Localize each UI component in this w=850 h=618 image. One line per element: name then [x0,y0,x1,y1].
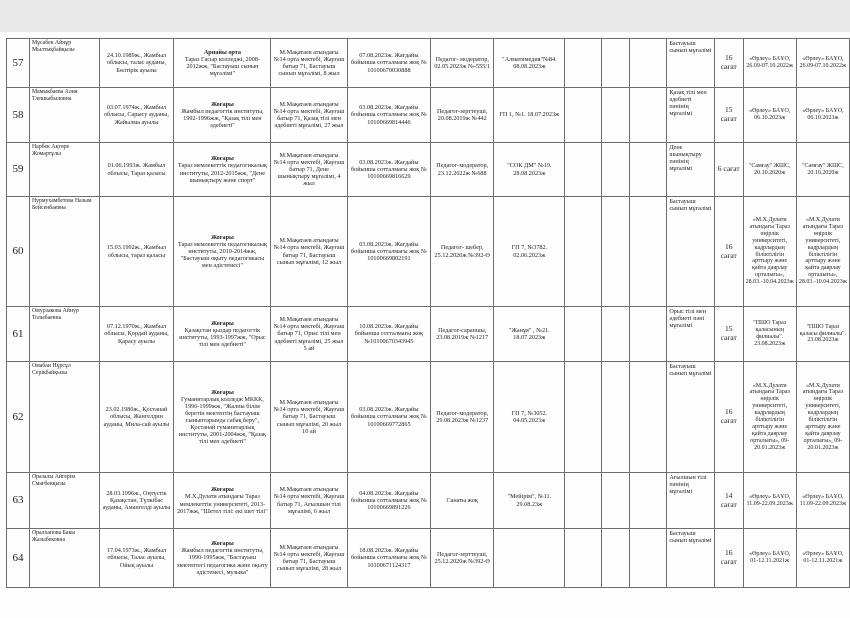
birth-info: 07.12.1970ж., Жамбыл облысы, Қордай ауданы, Қарасу ауылы [99,307,174,362]
medical-certificate [494,529,565,588]
criminal-record-certificate: 03.08.2023ж. Жағдайы бойынша сотталмағы жоқ № 10100669772865 [347,362,431,473]
row-number: 62 [7,362,30,473]
education [174,362,271,473]
weekly-hours: 16 сағат [714,362,743,473]
qualification-category: Педагог-модератор, 29.08.2023ж №1237 [431,362,494,473]
education-level: Жоғары [210,540,234,548]
birth-info: 23.02.1980ж., Қостанай облысы, Жангелдин ауданы, Мила-сай ауылы [99,362,174,473]
course-training-2: «Өрлеу» БАҰО, 26.09-07.10.2022ж [796,39,849,88]
qualification-category: Педагог-зерттеуші, 20.08.2019ж №442 [431,88,494,143]
medical-certificate: "Жанұя" , №21. 18.07.2023ж [494,307,565,362]
teacher-name: Оразалы Айгерім Смағбекқызы [29,473,99,529]
course-training-2: «М.Х.Дулати атындағы Тараз өңірлік университеті, кадрлардың біліктілігін арттыру және қайта даярлау орталығы», 09-20.01.2023ж [796,362,849,473]
row-number: 61 [7,307,30,362]
qualification-category: Педагог-сарапшы, 23.08.2019ж №1217 [431,307,494,362]
row-number: 59 [7,143,30,197]
education-details: М.Х.Дулати атындағы Тараз мемлекеттік университеті, 2013-2017жж, "Шетел тілі: екі шет тілі" [177,493,268,515]
table-row [7,362,850,473]
empty-cell [630,197,667,307]
empty-cell [565,473,601,529]
row-number: 64 [7,529,30,588]
course-training-2: «Өрлеу» БАҰО, 01-12.11.2021ж [796,529,849,588]
education-details: Гуманитарлық колледж МККК, 1996-1999жж, "Жалпы білім беретін мектептің бастауыш сыныптарында сабақ беру", Қостанай гуманитарлық институты, 2001-2004жж, "Қазақ тілі мен әдебиеті" [178,395,266,446]
medical-certificate: "Мейірім", №11. 29.08.23ж [494,473,565,529]
workplace: М.Мақатаев атындағы №14 орта мектебі, Жауғаш батыр 71, Бастауыш сынып мұғалімі, 8 жыл [271,39,347,88]
medical-certificate: "Алматимедия"№84. 08.08.2023ж [494,39,565,88]
workplace: М.Мақатаев атындағы №14 орта мектебі, Жауғаш батыр 71, Қазақ тілі мен әдебиеті мұғалімі, 27 жыл [271,88,347,143]
empty-cell [630,473,667,529]
weekly-hours: 16 сағат [714,529,743,588]
subject-position: Орыс тілі мен әдебиеті пәні мұғалімі [667,307,714,362]
empty-cell [565,529,601,588]
empty-cell [630,39,667,88]
birth-info: 28.03.1996ж., Оңтүстік Қазақстан, Түлкібас ауданы, Амангелді ауылы [99,473,174,529]
education-level: Жоғары [210,486,234,494]
workplace: М.Мақатаев атындағы №14 орта мектебі, Жауғаш батыр 71, Дене шынықтыру мұғалімі, 4 жыл [271,143,347,197]
weekly-hours: 14 сағат [714,473,743,529]
qualification-category: Педагог- модератор, 02.05.2023ж №-555/1 [431,39,494,88]
weekly-hours: 16 сағат [714,197,743,307]
empty-cell [565,307,601,362]
row-number: 57 [7,39,30,88]
empty-cell [601,473,629,529]
empty-cell [565,143,601,197]
education-details: Қазақстан қыздар педагогтік институты, 1993-1997жж, "Орыс тілі мен әдебиеті" [179,326,266,349]
course-training-2: "ПШО Тараз қаласы филиалы". 23.08.2023ж [796,307,849,362]
course-training-2: «Өрлеу» БАҰО, 11.09-22.09.2023ж [796,473,849,529]
subject-position: Бастауыш сынып мұғалімі [667,197,714,307]
row-number: 63 [7,473,30,529]
table-row [7,39,850,88]
criminal-record-certificate: 10.08.2023ж. Жағдайы бойынша сотталмағы жоқ №10100670343945 [347,307,431,362]
teacher-name: Омабаи Нұрсұл Серікбайқызы [29,362,99,473]
criminal-record-certificate: 04.08.2023ж. Жағдайы бойынша сотталмағы жоқ № 10100669891226 [347,473,431,529]
empty-cell [601,39,629,88]
table-row [7,307,850,362]
row-number: 58 [7,88,30,143]
weekly-hours: 16 сағат [714,39,743,88]
qualification-category: Педагог- шебер, 25.12.2020ж №392-Ө [431,197,494,307]
empty-cell [601,197,629,307]
teacher-name: Мұсабек Айнұр Мылтықбайқызы [29,39,99,88]
subject-position: Қазақ тілі мен әдебиеті пәнінің мұғалімі [667,88,714,143]
medical-certificate: ГП 1, №1. 18.07.2023ж [494,88,565,143]
medical-certificate: ГП 7, №3782. 02.06.2023ж [494,197,565,307]
education-level: Жоғары [210,155,234,163]
education [174,39,271,88]
workplace: М.Мақатаев атындағы №14 орта мектебі, Жауғаш батыр 71, Ағылшын тілі мұғалімі, 6 жыл [271,473,347,529]
empty-cell [630,143,667,197]
education-details: Тараз мемлекеттік педагогикалық институты, 2012-2015жж, "Дене шынықтыру және спорт" [177,162,267,184]
medical-certificate: ГП 7, №3052. 04.05.2023ж [494,362,565,473]
birth-info: 17.04.1973ж., Жамбыл облысы, Талас ауылы, Ойық ауылы [99,529,174,588]
weekly-hours: 6 сағат [714,143,743,197]
criminal-record-certificate: 03.08.2023ж. Жағдайы бойынша сотталмағы жоқ № 10100669816629 [347,143,431,197]
teacher-name: Оралхапова Бакы Жазыбековна [29,529,99,588]
education [174,473,271,529]
course-training-1: «Өрлеу» БАҰО, 06.10.2023ж [743,88,796,143]
table-row [7,143,850,197]
course-training-1: «М.Х.Дулати атындағы Тараз өңірлік университеті, кадрлардың біліктілігін арттыру және қайта даярлау орталығы», 09-20.01.2023ж [743,362,796,473]
education-level: Арнайы орта [203,48,241,56]
birth-info: 03.07.1974ж., Жамбыл облысы, Сарысу ауданы, Жайылма ауылы [99,88,174,143]
education-level: Жоғары [210,100,234,108]
empty-cell [565,197,601,307]
workplace: М.Мақатаев атындағы №14 орта мектебі, Жауғаш батыр 71, Бастауыш сынып мұғалімі, 12 жыл [271,197,347,307]
empty-cell [630,362,667,473]
teacher-name: Омурзакова Айнур Толыбаевна [29,307,99,362]
empty-cell [601,307,629,362]
empty-cell [565,362,601,473]
education-details: Жамбыл педагогтік институты, 1992-1996жж, "Қазақ тілі мен әдебиеті" [181,107,264,130]
workplace: М.Мақатаев атындағы №14 орта мектебі, Жауғаш батыр 71, Бастауыш сынып мұғалімі, 28 жыл [271,529,347,588]
weekly-hours: 15 сағат [714,88,743,143]
birth-info: 24.10.1989ж., Жамбыл облысы, талас ауданы, Бөлтірік ауылы [99,39,174,88]
course-training-1: «Өрлеу» БАҰО, 11.09-22.09.2023ж [743,473,796,529]
criminal-record-certificate: 18.08.2023ж. Жағдайы бойынша сотталмағы жоқ № 10100671124317 [347,529,431,588]
birth-info: 15.03.1992ж., Жамбыл облысы, тараз қаласы [99,197,174,307]
education-details: Жамбыл педагогтік институты, 1990-1995жж, "Бастауыш мектептегі педагогика және оқыту әдістемесі, музыка" [177,547,268,576]
course-training-1: «М.Х.Дулати атындағы Тараз өңірлік университеті, кадрлардың біліктілігін арттыру және қайта даярлау орталығы», 28.03.-10.04.2023ж [743,197,796,307]
course-training-1: «Өрлеу» БАҰО, 26.09-07.10.2022ж [743,39,796,88]
table-row [7,88,850,143]
empty-cell [601,88,629,143]
table-row [7,473,850,529]
empty-cell [565,39,601,88]
staff-table [6,38,850,588]
criminal-record-certificate: 03.08.2023ж. Жағдайы бойынша сотталмағы жоқ № 10100669802191 [347,197,431,307]
weekly-hours: 15 сағат [714,307,743,362]
criminal-record-certificate: 03.08.2023ж. Жағдайы бойынша сотталмағы жоқ № 10100669814446 [347,88,431,143]
medical-certificate: "СОК ДМ" №19. 28.08.2023ж [494,143,565,197]
course-training-2: «М.Х.Дулати атындағы Тараз өңірлік университеті, кадрлардың біліктілігін арттыру және қайта даярлау орталығы», 28.03.-10.04.2023ж [796,197,849,307]
teacher-name: Нарбек Ақтөре Жомартұлы [29,143,99,197]
subject-position: Ағылшын тілі пәнінің мұғалімі [667,473,714,529]
empty-cell [630,529,667,588]
subject-position: Бастауыш сынып мұғалімі [667,362,714,473]
education [174,143,271,197]
course-training-2: «Өрлеу» БАҰО, 06.10.2023ж [796,88,849,143]
empty-cell [601,529,629,588]
subject-position: Дене шынықтыру пәнінің мұғалімі [667,143,714,197]
empty-cell [630,307,667,362]
row-number: 60 [7,197,30,307]
course-training-2: "Самғау" ЖШС, 20.10.2020ж [796,143,849,197]
criminal-record-certificate: 07.08.2023ж. Жағдайы бойынша сотталмағы жоқ № 10100670030888 [347,39,431,88]
education-details: Тараз мемлекеттік педагогикалық институты, 2010-2014жж, "Бастауыш оқыту педагогикасы мен әдістемесі" [177,240,267,270]
subject-position: Бастауыш сынып мұғалімі [667,39,714,88]
empty-cell [630,88,667,143]
education-details: Тараз Гасыр колледжі, 2008-2012жж, "Бастауыш сынып мұғалімі" [184,55,260,78]
education [174,88,271,143]
workplace: М.Мақатаев атындағы №14 орта мектебі, Жауғаш батыр 71, Бастауыш сынып мұғалімі, 20 жыл 10 ай [271,362,347,473]
education-level: Жоғары [210,319,234,327]
teacher-name: Нурмухамбетова Назым Бейсенбаевна [29,197,99,307]
empty-cell [565,88,601,143]
education [174,307,271,362]
table-row [7,529,850,588]
education [174,529,271,588]
empty-cell [601,362,629,473]
birth-info: 01.06.1993ж. Жамбыл облысы, Тараз қаласы [99,143,174,197]
course-training-1: «Өрлеу» БАҰО, 01-12.11.2021ж [743,529,796,588]
table-row [7,197,850,307]
workplace: М.Мақатаев атындағы №14 орта мектебі, Жауғаш батыр 71, Орыс тілі мен әдебиеті мұғалімі, 25 жыл 5 ай [271,307,347,362]
teacher-name: Мамыкбаева Алия Тлешкабыловна [29,88,99,143]
education [174,197,271,307]
empty-cell [601,143,629,197]
course-training-1: "Самғау" ЖШС, 20.10.2020ж [743,143,796,197]
qualification-category: Педагог-модератор, 23.12.2022ж №688 [431,143,494,197]
course-training-1: "ПШО Тараз қаласының филиалы". 23.08.2023ж [743,307,796,362]
qualification-category: Педагог-зерттеуші, 25.12.2020ж №392-Ө [431,529,494,588]
education-level: Жоғары [210,233,234,241]
education-level: Жоғары [210,388,234,396]
subject-position: Бастауыш сынып мұғалімі [667,529,714,588]
qualification-category: Санаты жоқ [431,473,494,529]
